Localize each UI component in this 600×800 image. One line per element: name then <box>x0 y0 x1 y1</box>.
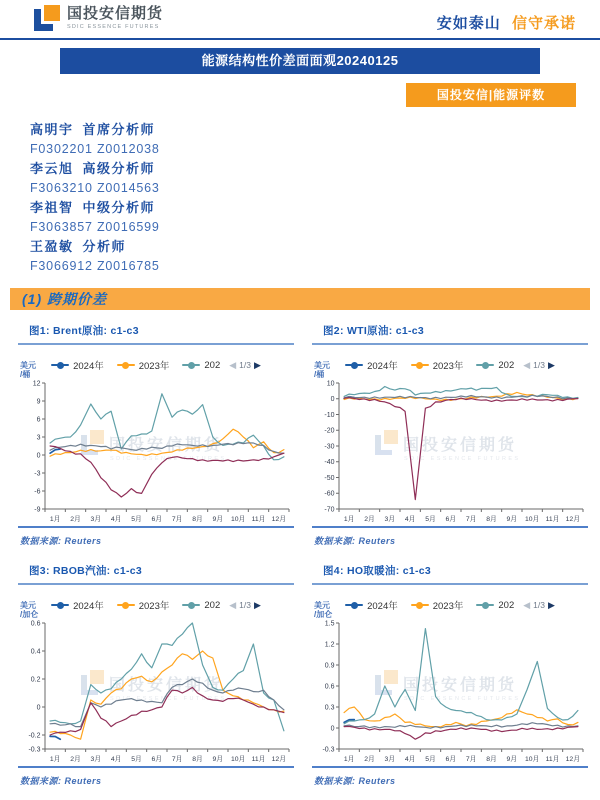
svg-text:8月: 8月 <box>486 756 497 763</box>
section-header-spread: (1) 跨期价差 <box>10 288 590 310</box>
svg-text:12月: 12月 <box>271 516 287 523</box>
legend-prev-icon[interactable]: ◀ <box>229 359 237 370</box>
chart-legend <box>18 354 294 379</box>
svg-text:12: 12 <box>32 380 41 388</box>
svg-text:0.4: 0.4 <box>30 648 41 656</box>
svg-text:1.2: 1.2 <box>324 641 335 649</box>
svg-text:-6: -6 <box>34 488 41 496</box>
svg-text:8月: 8月 <box>192 516 203 523</box>
chart-legend <box>18 594 294 619</box>
legend-next-icon[interactable]: ▶ <box>253 359 261 370</box>
svg-text:0: 0 <box>330 396 335 404</box>
svg-text:1月: 1月 <box>49 756 61 763</box>
legend-prev-icon[interactable]: ◀ <box>523 599 531 610</box>
svg-text:10: 10 <box>326 380 335 388</box>
svg-text:国投安信期货: 国投安信期货 <box>403 677 518 694</box>
y-axis-unit: 美元 /桶 <box>314 361 330 379</box>
chart-panel-fig4 <box>312 554 588 790</box>
company-name-cn: 国投安信期货 <box>67 4 164 22</box>
y-axis-unit: 美元 /加仑 <box>314 601 333 619</box>
legend-pager <box>229 600 261 610</box>
svg-text:SDIC ESSENCE FUTURES: SDIC ESSENCE FUTURES <box>404 456 521 462</box>
svg-text:2月: 2月 <box>364 756 375 763</box>
svg-text:2月: 2月 <box>70 756 81 763</box>
svg-text:1月: 1月 <box>343 516 355 523</box>
svg-text:9月: 9月 <box>506 756 518 763</box>
svg-text:6月: 6月 <box>151 756 163 763</box>
page-header <box>0 0 600 38</box>
svg-text:-3: -3 <box>34 470 41 478</box>
legend-page-indicator: 1/3 <box>239 600 251 610</box>
svg-text:9月: 9月 <box>506 516 518 523</box>
svg-text:-0.2: -0.2 <box>28 732 41 740</box>
header-divider <box>0 38 600 40</box>
chart-panel-fig1 <box>18 314 294 550</box>
svg-text:6月: 6月 <box>445 756 457 763</box>
legend-item-2023[interactable]: 2023年 <box>117 358 170 372</box>
svg-text:1月: 1月 <box>49 516 61 523</box>
report-title-banner: 能源结构性价差面面观20240125 <box>60 48 540 74</box>
legend-item-2024[interactable]: 2024年 <box>51 358 104 372</box>
svg-text:-40: -40 <box>324 459 335 467</box>
slogan-orange: 信守承诺 <box>511 15 576 32</box>
svg-text:国投安信期货: 国投安信期货 <box>109 437 224 454</box>
svg-text:-50: -50 <box>324 474 335 482</box>
legend-item-2024[interactable]: 2024年 <box>345 358 398 372</box>
svg-text:6: 6 <box>36 416 41 424</box>
svg-text:6月: 6月 <box>445 516 457 523</box>
analyst-name-line: 李祖智 中级分析师 <box>30 200 156 215</box>
svg-text:2月: 2月 <box>70 516 81 523</box>
svg-text:0: 0 <box>36 704 41 712</box>
chart-fig2-plot <box>312 377 588 525</box>
data-source: 数据来源: Reuters <box>314 536 396 546</box>
brand-badge: 国投安信|能源评数 <box>406 83 576 107</box>
svg-text:8月: 8月 <box>486 516 497 523</box>
svg-text:0: 0 <box>330 725 335 733</box>
svg-text:1.5: 1.5 <box>324 620 335 628</box>
svg-text:4月: 4月 <box>110 516 122 523</box>
svg-text:0.3: 0.3 <box>324 704 335 712</box>
svg-text:9月: 9月 <box>212 516 224 523</box>
chart-legend <box>312 354 588 379</box>
svg-text:SDIC ESSENCE FUTURES: SDIC ESSENCE FUTURES <box>404 696 521 702</box>
legend-item-2024[interactable]: 2024年 <box>51 598 104 612</box>
chart-title: 图3: RBOB汽油: c1-c3 <box>18 554 294 585</box>
svg-text:SDIC ESSENCE FUTURES: SDIC ESSENCE FUTURES <box>110 456 227 462</box>
svg-text:10月: 10月 <box>230 516 246 523</box>
data-source: 数据来源: Reuters <box>314 776 396 786</box>
svg-text:2月: 2月 <box>364 516 375 523</box>
svg-text:-70: -70 <box>324 506 335 514</box>
svg-text:0: 0 <box>36 452 41 460</box>
svg-text:12月: 12月 <box>565 756 581 763</box>
svg-text:5月: 5月 <box>131 516 142 523</box>
chart-fig4-plot <box>312 617 588 765</box>
svg-text:12月: 12月 <box>565 516 581 523</box>
chart-grid <box>0 310 600 790</box>
svg-text:11月: 11月 <box>251 516 266 523</box>
svg-text:5月: 5月 <box>425 516 436 523</box>
legend-item-202x[interactable]: 202 <box>182 360 220 371</box>
svg-text:10月: 10月 <box>524 756 540 763</box>
svg-text:11月: 11月 <box>545 516 560 523</box>
svg-text:-10: -10 <box>324 411 335 419</box>
svg-text:0.9: 0.9 <box>324 662 335 670</box>
svg-text:0.6: 0.6 <box>324 683 335 691</box>
chart-fig1-plot <box>18 377 294 525</box>
analyst-list <box>30 120 600 276</box>
svg-text:5月: 5月 <box>131 756 142 763</box>
analyst-ids: F3066912 Z0016785 <box>30 258 160 273</box>
legend-item-2023[interactable]: 2023年 <box>411 598 464 612</box>
chart-title: 图2: WTI原油: c1-c3 <box>312 314 588 345</box>
company-logo-block <box>34 5 163 31</box>
svg-text:-0.3: -0.3 <box>28 746 41 754</box>
y-axis-unit: 美元 /桶 <box>20 361 36 379</box>
svg-text:9: 9 <box>36 398 41 406</box>
analyst-ids: F3063210 Z0014563 <box>30 180 160 195</box>
data-source: 数据来源: Reuters <box>20 536 102 546</box>
legend-next-icon[interactable]: ▶ <box>547 599 555 610</box>
legend-pager <box>523 360 555 370</box>
svg-text:7月: 7月 <box>465 756 477 763</box>
company-slogan <box>437 12 576 33</box>
legend-item-2023[interactable]: 2023年 <box>117 598 170 612</box>
svg-text:7月: 7月 <box>171 756 183 763</box>
y-axis-unit: 美元 /加仑 <box>20 601 39 619</box>
svg-text:1月: 1月 <box>343 756 355 763</box>
svg-text:11月: 11月 <box>545 756 560 763</box>
svg-text:5月: 5月 <box>425 756 436 763</box>
legend-item-202x[interactable]: 202 <box>476 600 514 611</box>
svg-text:-20: -20 <box>324 427 335 435</box>
svg-text:3月: 3月 <box>90 756 102 763</box>
svg-text:12月: 12月 <box>271 756 287 763</box>
svg-text:10月: 10月 <box>230 756 246 763</box>
svg-text:7月: 7月 <box>465 516 477 523</box>
svg-text:4月: 4月 <box>404 516 416 523</box>
analyst-name-line: 高明宇 首席分析师 <box>30 122 156 137</box>
svg-text:10月: 10月 <box>524 516 540 523</box>
analyst-ids: F0302201 Z0012038 <box>30 141 160 156</box>
legend-page-indicator: 1/3 <box>239 360 251 370</box>
svg-text:3月: 3月 <box>384 516 396 523</box>
legend-item-202x[interactable]: 202 <box>476 360 514 371</box>
svg-text:-9: -9 <box>34 506 41 514</box>
legend-item-2024[interactable]: 2024年 <box>345 598 398 612</box>
analyst-name-line: 王盈敏 分析师 <box>30 239 127 254</box>
svg-text:3月: 3月 <box>384 756 396 763</box>
chart-legend <box>312 594 588 619</box>
legend-page-indicator: 1/3 <box>533 600 545 610</box>
svg-text:0.2: 0.2 <box>30 676 41 684</box>
chart-fig3-plot <box>18 617 294 765</box>
legend-prev-icon[interactable]: ◀ <box>229 599 237 610</box>
chart-title: 图1: Brent原油: c1-c3 <box>18 314 294 345</box>
legend-page-indicator: 1/3 <box>533 360 545 370</box>
svg-text:-0.3: -0.3 <box>322 746 335 754</box>
svg-text:SDIC ESSENCE FUTURES: SDIC ESSENCE FUTURES <box>110 696 227 702</box>
svg-text:-60: -60 <box>324 490 335 498</box>
analyst-ids: F3063857 Z0016599 <box>30 219 160 234</box>
legend-prev-icon[interactable]: ◀ <box>523 359 531 370</box>
legend-next-icon[interactable]: ▶ <box>253 599 261 610</box>
svg-text:4月: 4月 <box>404 756 416 763</box>
svg-text:4月: 4月 <box>110 756 122 763</box>
svg-text:6月: 6月 <box>151 516 163 523</box>
svg-text:国投安信期货: 国投安信期货 <box>109 677 224 694</box>
company-name-en: SDIC ESSENCE FUTURES <box>67 24 160 31</box>
legend-item-2023[interactable]: 2023年 <box>411 358 464 372</box>
svg-text:3月: 3月 <box>90 516 102 523</box>
svg-text:9月: 9月 <box>212 756 224 763</box>
chart-panel-fig2 <box>312 314 588 550</box>
data-source: 数据来源: Reuters <box>20 776 102 786</box>
legend-next-icon[interactable]: ▶ <box>547 359 555 370</box>
svg-text:3: 3 <box>36 434 41 442</box>
svg-text:11月: 11月 <box>251 756 266 763</box>
company-logo-icon <box>34 5 60 31</box>
svg-text:8月: 8月 <box>192 756 203 763</box>
legend-pager <box>523 600 555 610</box>
legend-pager <box>229 360 261 370</box>
chart-panel-fig3 <box>18 554 294 790</box>
slogan-blue: 安如泰山 <box>436 15 501 32</box>
analyst-name-line: 李云旭 高级分析师 <box>30 161 156 176</box>
svg-text:0.6: 0.6 <box>30 620 41 628</box>
svg-text:国投安信期货: 国投安信期货 <box>403 437 518 454</box>
legend-item-202x[interactable]: 202 <box>182 600 220 611</box>
svg-text:7月: 7月 <box>171 516 183 523</box>
chart-title: 图4: HO取暖油: c1-c3 <box>312 554 588 585</box>
svg-text:-30: -30 <box>324 443 335 451</box>
